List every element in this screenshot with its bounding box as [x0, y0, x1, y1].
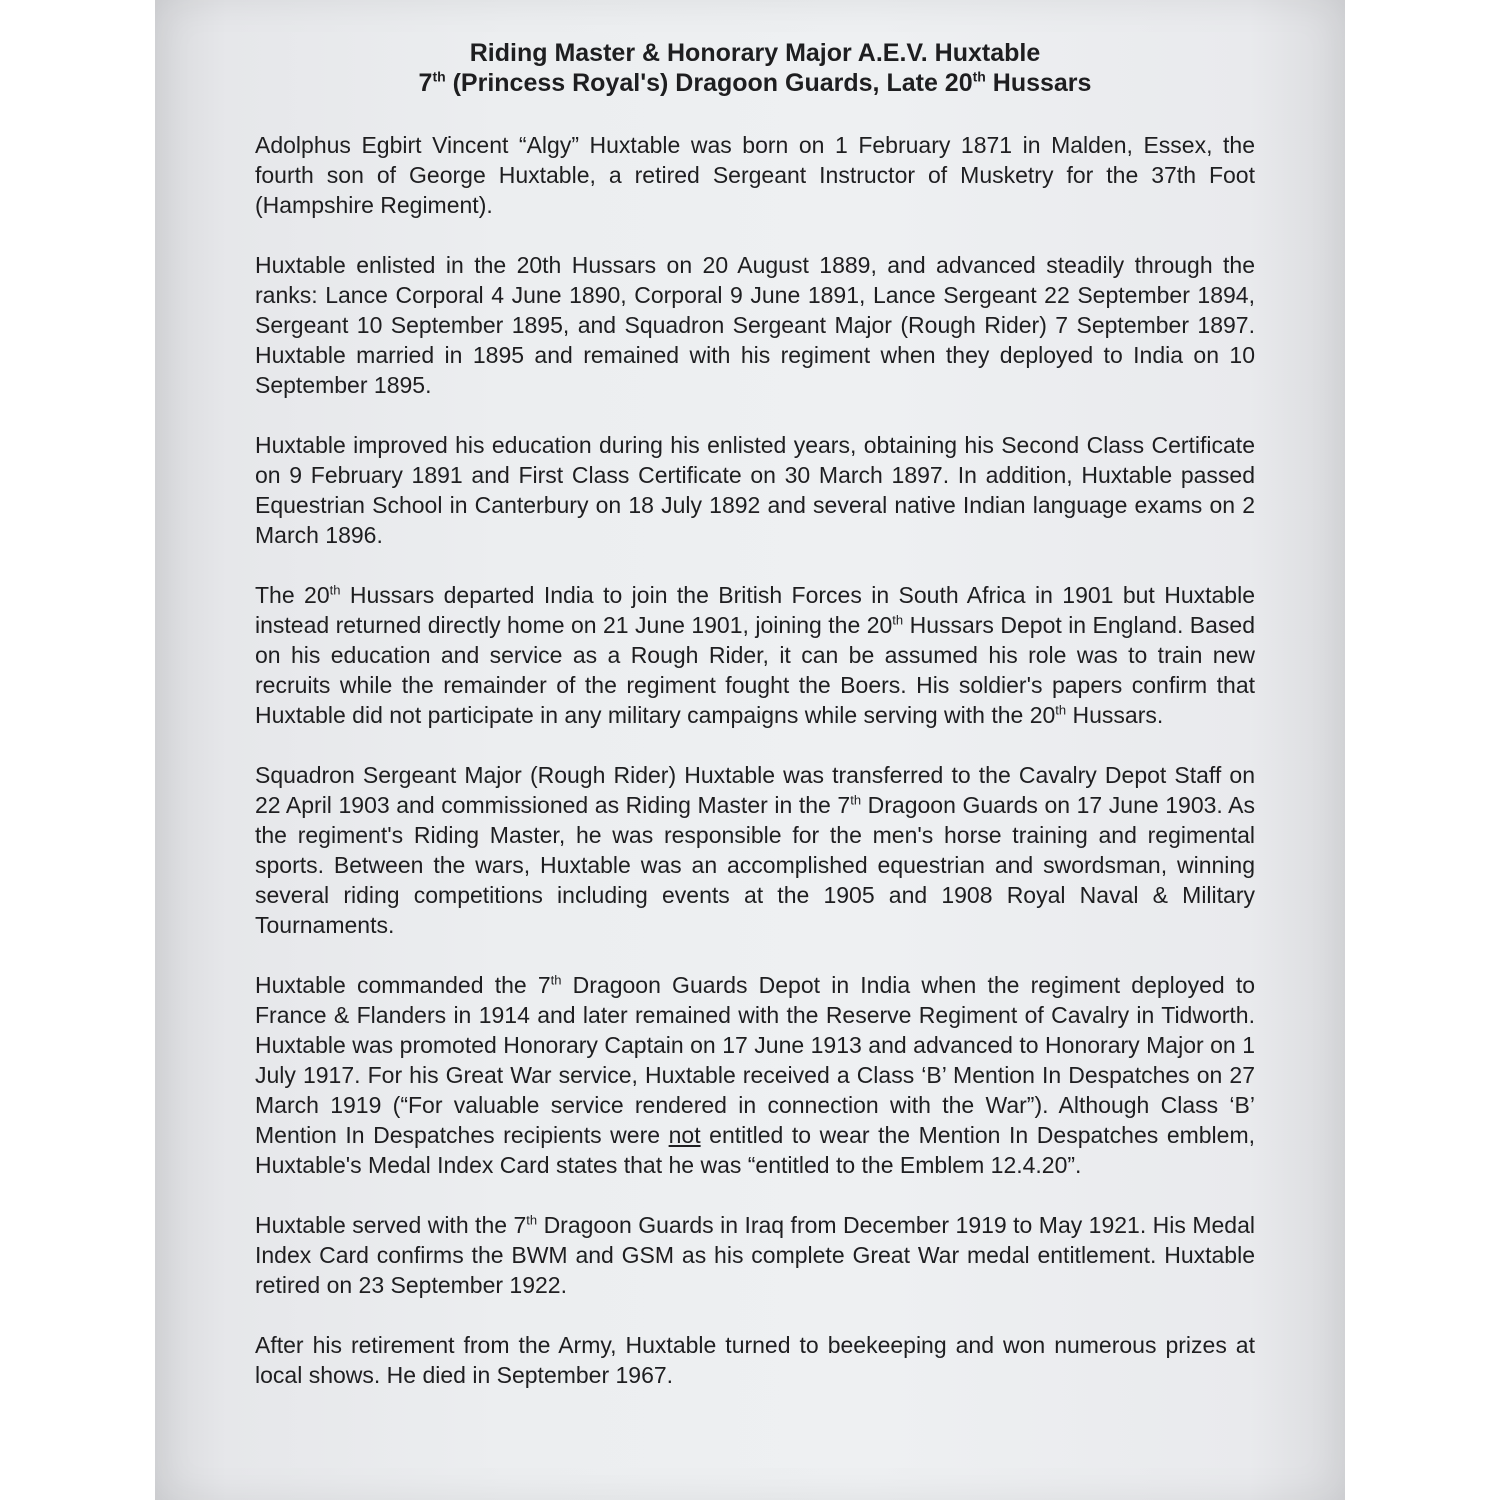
superscript: th — [329, 582, 341, 598]
superscript: th — [1055, 702, 1067, 718]
paragraph-text: Huxtable served with the 7 — [255, 1212, 527, 1238]
title-text: Hussars — [985, 69, 1092, 97]
paragraph-great-war — [255, 970, 1255, 1180]
paragraph-text: Squadron Sergeant Major (Rough Rider) Huxtable was transferred to the Cavalry Depot Staff on 22 April 1903 and commissioned as Riding Master in the 7 — [255, 762, 1255, 818]
title-superscript: th — [972, 68, 986, 85]
superscript: th — [850, 792, 862, 808]
underlined-word: not — [668, 1122, 701, 1148]
paragraph-retirement: After his retirement from the Army, Huxtable turned to beekeeping and won numerous prizes at local shows. He died in September 1967. — [255, 1332, 1255, 1388]
superscript: th — [550, 972, 562, 988]
paragraph-text: entitled to wear the Mention In Despatches emblem, Huxtable's Medal Index Card states that he was “entitled to the Emblem 12.4.20”. — [255, 1122, 1256, 1178]
paragraph-text: Huxtable commanded the 7 — [255, 972, 551, 998]
title-superscript: th — [432, 68, 446, 85]
paragraph-text: Hussars departed India to join the British Forces in South Africa in 1901 but Huxtable instead returned directly home on 21 June 1901, joining the 20 — [255, 582, 1256, 638]
document-page — [155, 0, 1345, 1500]
paragraph-text: The 20 — [255, 582, 330, 608]
paragraph-return-home — [255, 580, 1255, 730]
title-line-1: Riding Master & Honorary Major A.E.V. Huxtable — [469, 39, 1041, 67]
paragraph-enlistment: Huxtable enlisted in the 20th Hussars on 20 August 1889, and advanced steadily through the ranks: Lance Corporal 4 June 1890, Corporal 9 June 1891, Lance Sergeant 22 September 1894, Sergeant 10 September 1895, and Squadron Sergeant Major (Rough Rider) 7 September 1897. Huxtable married in 1895 and remained with his regiment when they deployed to India on 10 September 1895. — [255, 252, 1255, 398]
paragraph-iraq — [255, 1210, 1255, 1300]
paragraph-text: Hussars Depot in England. Based on his education and service as a Rough Rider, it can be assumed his role was to train new recruits while the remainder of the regiment fought the Boers. His soldier's papers confirm that Huxtable did not participate in any military campaigns while serving with the 20 — [255, 612, 1255, 728]
paragraph-birth: Adolphus Egbirt Vincent “Algy” Huxtable was born on 1 February 1871 in Malden, Essex, the fourth son of George Huxtable, a retired Sergeant Instructor of Musketry for the 37th Foot (Hampshire Regiment). — [255, 132, 1255, 218]
title-line-2 — [255, 68, 1255, 98]
paragraph-riding-master — [255, 760, 1255, 940]
paragraph-text: Dragoon Guards in Iraq from December 1919 to May 1921. His Medal Index Card confirms the BWM and GSM as his complete Great War medal entitlement. Huxtable retired on 23 September 1922. — [255, 1212, 1255, 1298]
paragraph-text: Hussars. — [1066, 702, 1164, 728]
paragraph-text: Dragoon Guards on 17 June 1903. As the regiment's Riding Master, he was responsible for the men's horse training and regimental sports. Between the wars, Huxtable was an accomplished equestrian and swordsman, winning several riding competitions including events at the 1905 and 1908 Royal Naval & Military Tournaments. — [255, 792, 1255, 938]
title-text: 7 — [418, 69, 433, 97]
paragraph-text: Dragoon Guards Depot in India when the regiment deployed to France & Flanders in 1914 and later remained with the Reserve Regiment of Cavalry in Tidworth. Huxtable was promoted Honorary Captain on 17 June 1913 and advanced to Honorary Major on 1 July 1917. For his Great War service, Huxtable received a Class ‘B’ Mention In Despatches on 27 March 1919 (“For valuable service rendered in connection with the War”). Although Class ‘B’ Mention In Despatches recipients were — [255, 972, 1256, 1148]
document-body — [255, 38, 1255, 1420]
superscript: th — [892, 612, 904, 628]
superscript: th — [526, 1212, 538, 1228]
paragraph-education: Huxtable improved his education during his enlisted years, obtaining his Second Class Certificate on 9 February 1891 and First Class Certificate on 30 March 1897. In addition, Huxtable passed Equestrian School in Canterbury on 18 July 1892 and several native Indian language exams on 2 March 1896. — [255, 432, 1255, 548]
document-title — [255, 38, 1255, 98]
title-text: (Princess Royal's) Dragoon Guards, Late 20 — [445, 69, 973, 97]
